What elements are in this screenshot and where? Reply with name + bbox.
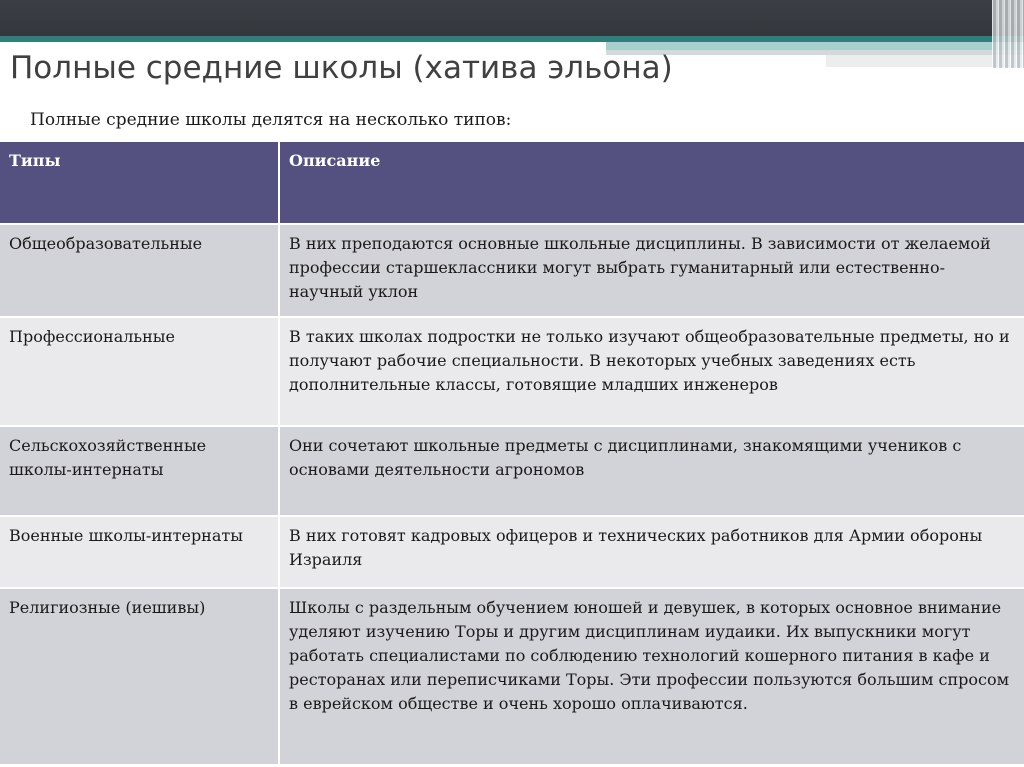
type-cell: Религиозные (иешивы) [0,588,279,765]
type-cell: Профессиональные [0,317,279,426]
school-types-table [0,142,1024,766]
vertical-stripe-decor [992,0,1024,68]
table-header-row [0,142,1024,224]
slide-subtitle: Полные средние школы делятся на несколько типов: [30,110,512,130]
table-row [0,588,1024,765]
light-teal-accent-stripe [606,42,1024,50]
table-row [0,317,1024,426]
table-row [0,224,1024,317]
table-row [0,516,1024,588]
table-row [0,426,1024,516]
slide-title: Полные средние школы (хатива эльона) [10,50,673,86]
description-cell: Они сочетают школьные предметы с дисциплинами, знакомящими учеников с основами деятельности агрономов [279,426,1024,516]
header-description: Описание [279,142,1024,224]
description-cell: В таких школах подростки не только изучают общеобразовательные предметы, но и получают рабочие специальности. В некоторых учебных заведениях есть дополнительные классы, готовящие младших инженеров [279,317,1024,426]
top-decor-bar [0,0,1024,36]
type-cell: Военные школы-интернаты [0,516,279,588]
description-cell: В них преподаются основные школьные дисциплины. В зависимости от желаемой профессии старшеклассники могут выбрать гуманитарный или естественно-научный уклон [279,224,1024,317]
type-cell: Сельскохозяйственные школы-интернаты [0,426,279,516]
description-cell: Школы с раздельным обучением юношей и девушек, в которых основное внимание уделяют изучению Торы и другим дисциплинам иудаики. Их выпускники могут работать специалистами по соблюдению технологий кошерного питания в кафе и ресторанах или переписчиками Торы. Эти профессии пользуются большим спросом в еврейском обществе и очень хорошо оплачиваются. [279,588,1024,765]
type-cell: Общеобразовательные [0,224,279,317]
description-cell: В них готовят кадровых офицеров и технических работников для Армии обороны Израиля [279,516,1024,588]
header-types: Типы [0,142,279,224]
